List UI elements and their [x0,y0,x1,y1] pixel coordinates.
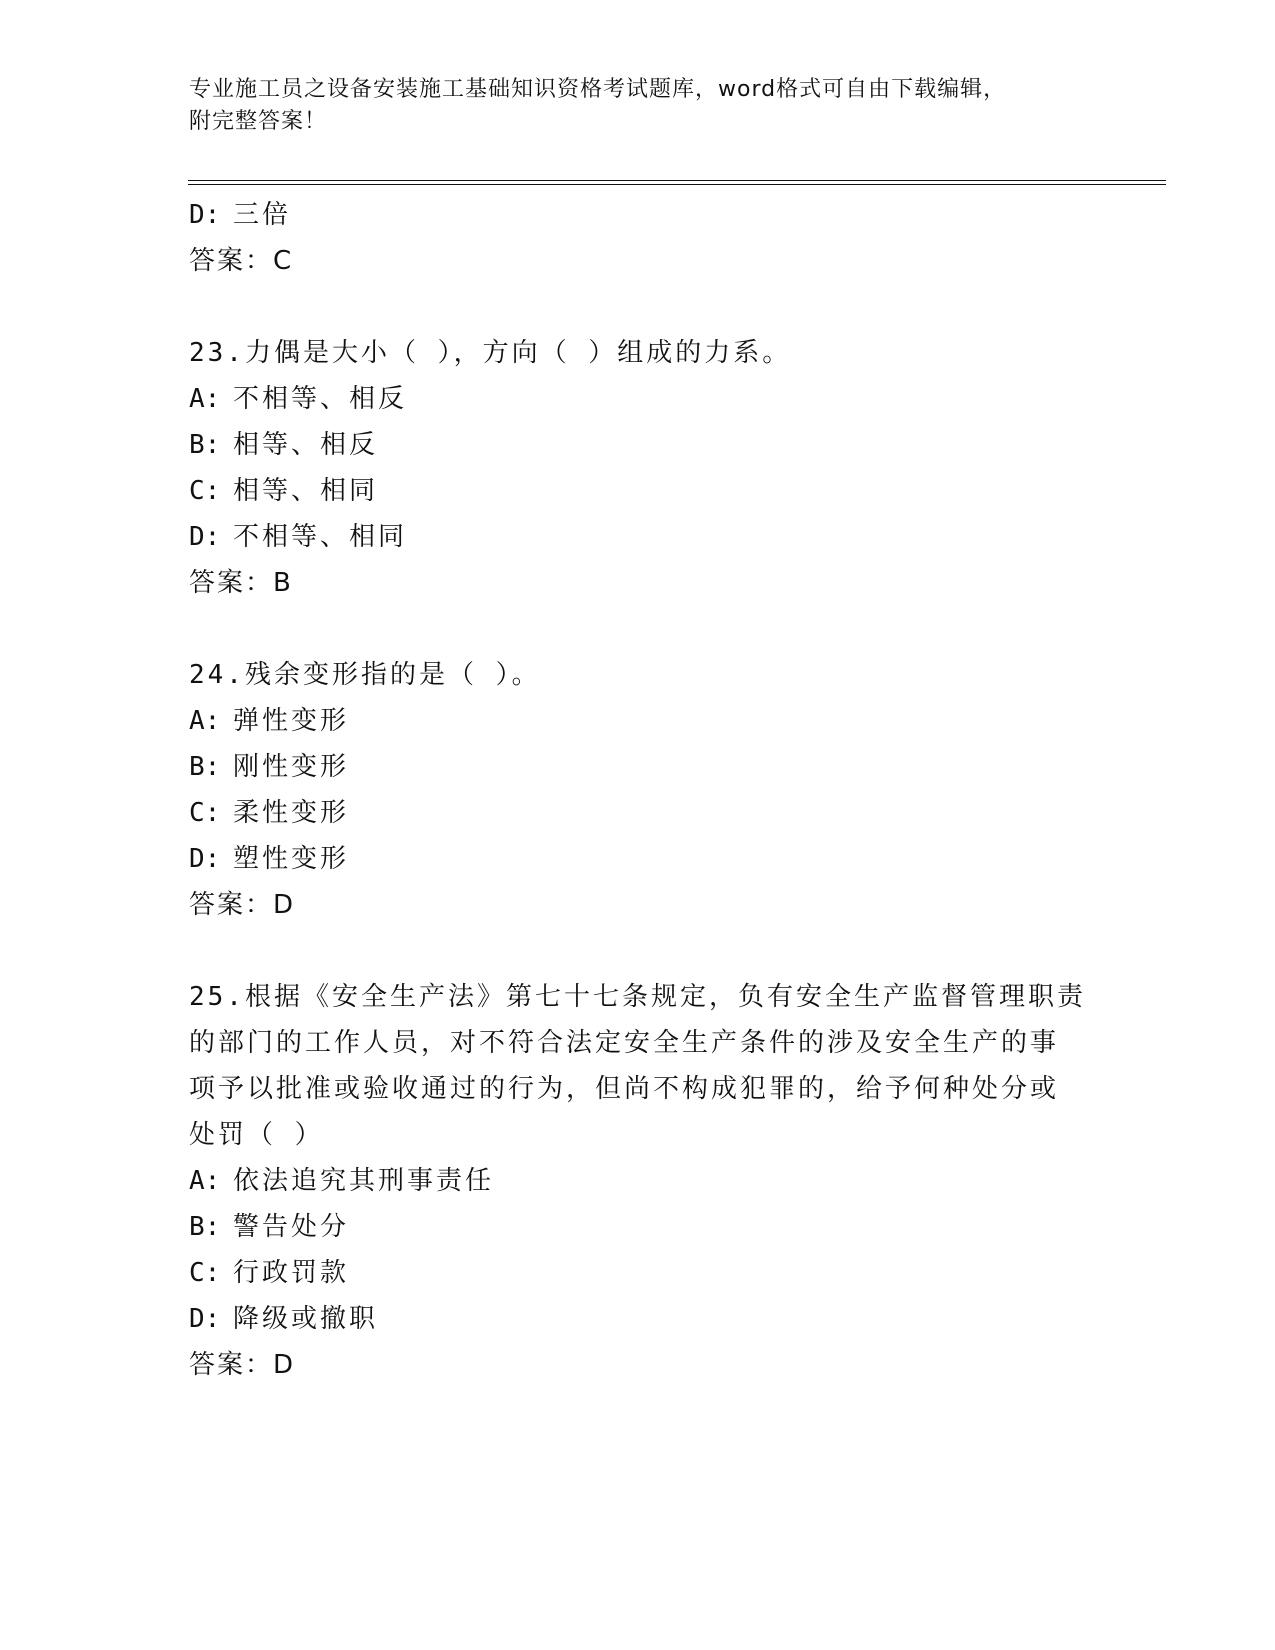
option-text: 降级或撤职 [233,1304,379,1334]
option-a [189,1158,1089,1204]
option-d [189,514,1089,560]
header-line-1: 专业施工员之设备安装施工基础知识资格考试题库，word格式可自由下载编辑， [189,77,1007,102]
option-text: 行政罚款 [233,1258,350,1288]
option-label: C: [189,476,221,506]
option-label: B: [189,1212,221,1242]
option-label: D: [189,1304,221,1334]
option-d [189,836,1089,882]
question-content [189,192,1089,1388]
option-label: D: [189,844,221,874]
option-text: 相等、相反 [233,430,379,460]
option-label: C: [189,1258,221,1288]
header-rule-bottom [188,184,1166,185]
option-a [189,376,1089,422]
option-label: B: [189,752,221,782]
question-stem-line-2: 的部门的工作人员，对不符合法定安全生产条件的涉及安全生产的事 [189,1028,1060,1058]
question-25 [189,974,1089,1388]
question-23 [189,330,1089,606]
option-d [189,192,1089,238]
option-c [189,1250,1089,1296]
option-c [189,790,1089,836]
question-stem-line-4: 处罚（ ） [189,1120,324,1150]
option-label: A: [189,706,221,736]
option-text: 柔性变形 [233,798,350,828]
option-text: 塑性变形 [233,844,350,874]
question-stem: 23.力偶是大小（ ），方向（ ）组成的力系。 [189,338,792,368]
option-c [189,468,1089,514]
option-text: 相等、相同 [233,476,379,506]
option-text: 刚性变形 [233,752,350,782]
option-label: D: [189,200,221,230]
option-label: B: [189,430,221,460]
header-rule-top [188,180,1166,181]
question-stem-line-1: 25.根据《安全生产法》第七十七条规定，负有安全生产监督管理职责 [189,982,1086,1012]
option-b [189,744,1089,790]
spacer [189,284,1089,330]
question-stem: 24.残余变形指的是（ ）。 [189,660,541,690]
option-text: 警告处分 [233,1212,350,1242]
question-stem-line-3: 项予以批准或验收通过的行为，但尚不构成犯罪的，给予何种处分或 [189,1074,1060,1104]
option-text: 依法追究其刑事责任 [233,1166,495,1196]
answer-line: 答案：D [189,890,296,920]
option-text: 弹性变形 [233,706,350,736]
option-text: 不相等、相反 [233,384,408,414]
answer-line: 答案：D [189,1350,296,1380]
header-line-2: 附完整答案！ [189,109,328,134]
spacer [189,928,1089,974]
answer-line: 答案：B [189,568,293,598]
question-24 [189,652,1089,928]
option-a [189,698,1089,744]
option-text: 三倍 [233,200,292,230]
option-label: A: [189,384,221,414]
option-label: D: [189,522,221,552]
option-label: A: [189,1166,221,1196]
page-header [189,74,1069,138]
option-label: C: [189,798,221,828]
option-b [189,422,1089,468]
option-d [189,1296,1089,1342]
answer-line: 答案：C [189,246,294,276]
spacer [189,606,1089,652]
option-b [189,1204,1089,1250]
option-text: 不相等、相同 [233,522,408,552]
